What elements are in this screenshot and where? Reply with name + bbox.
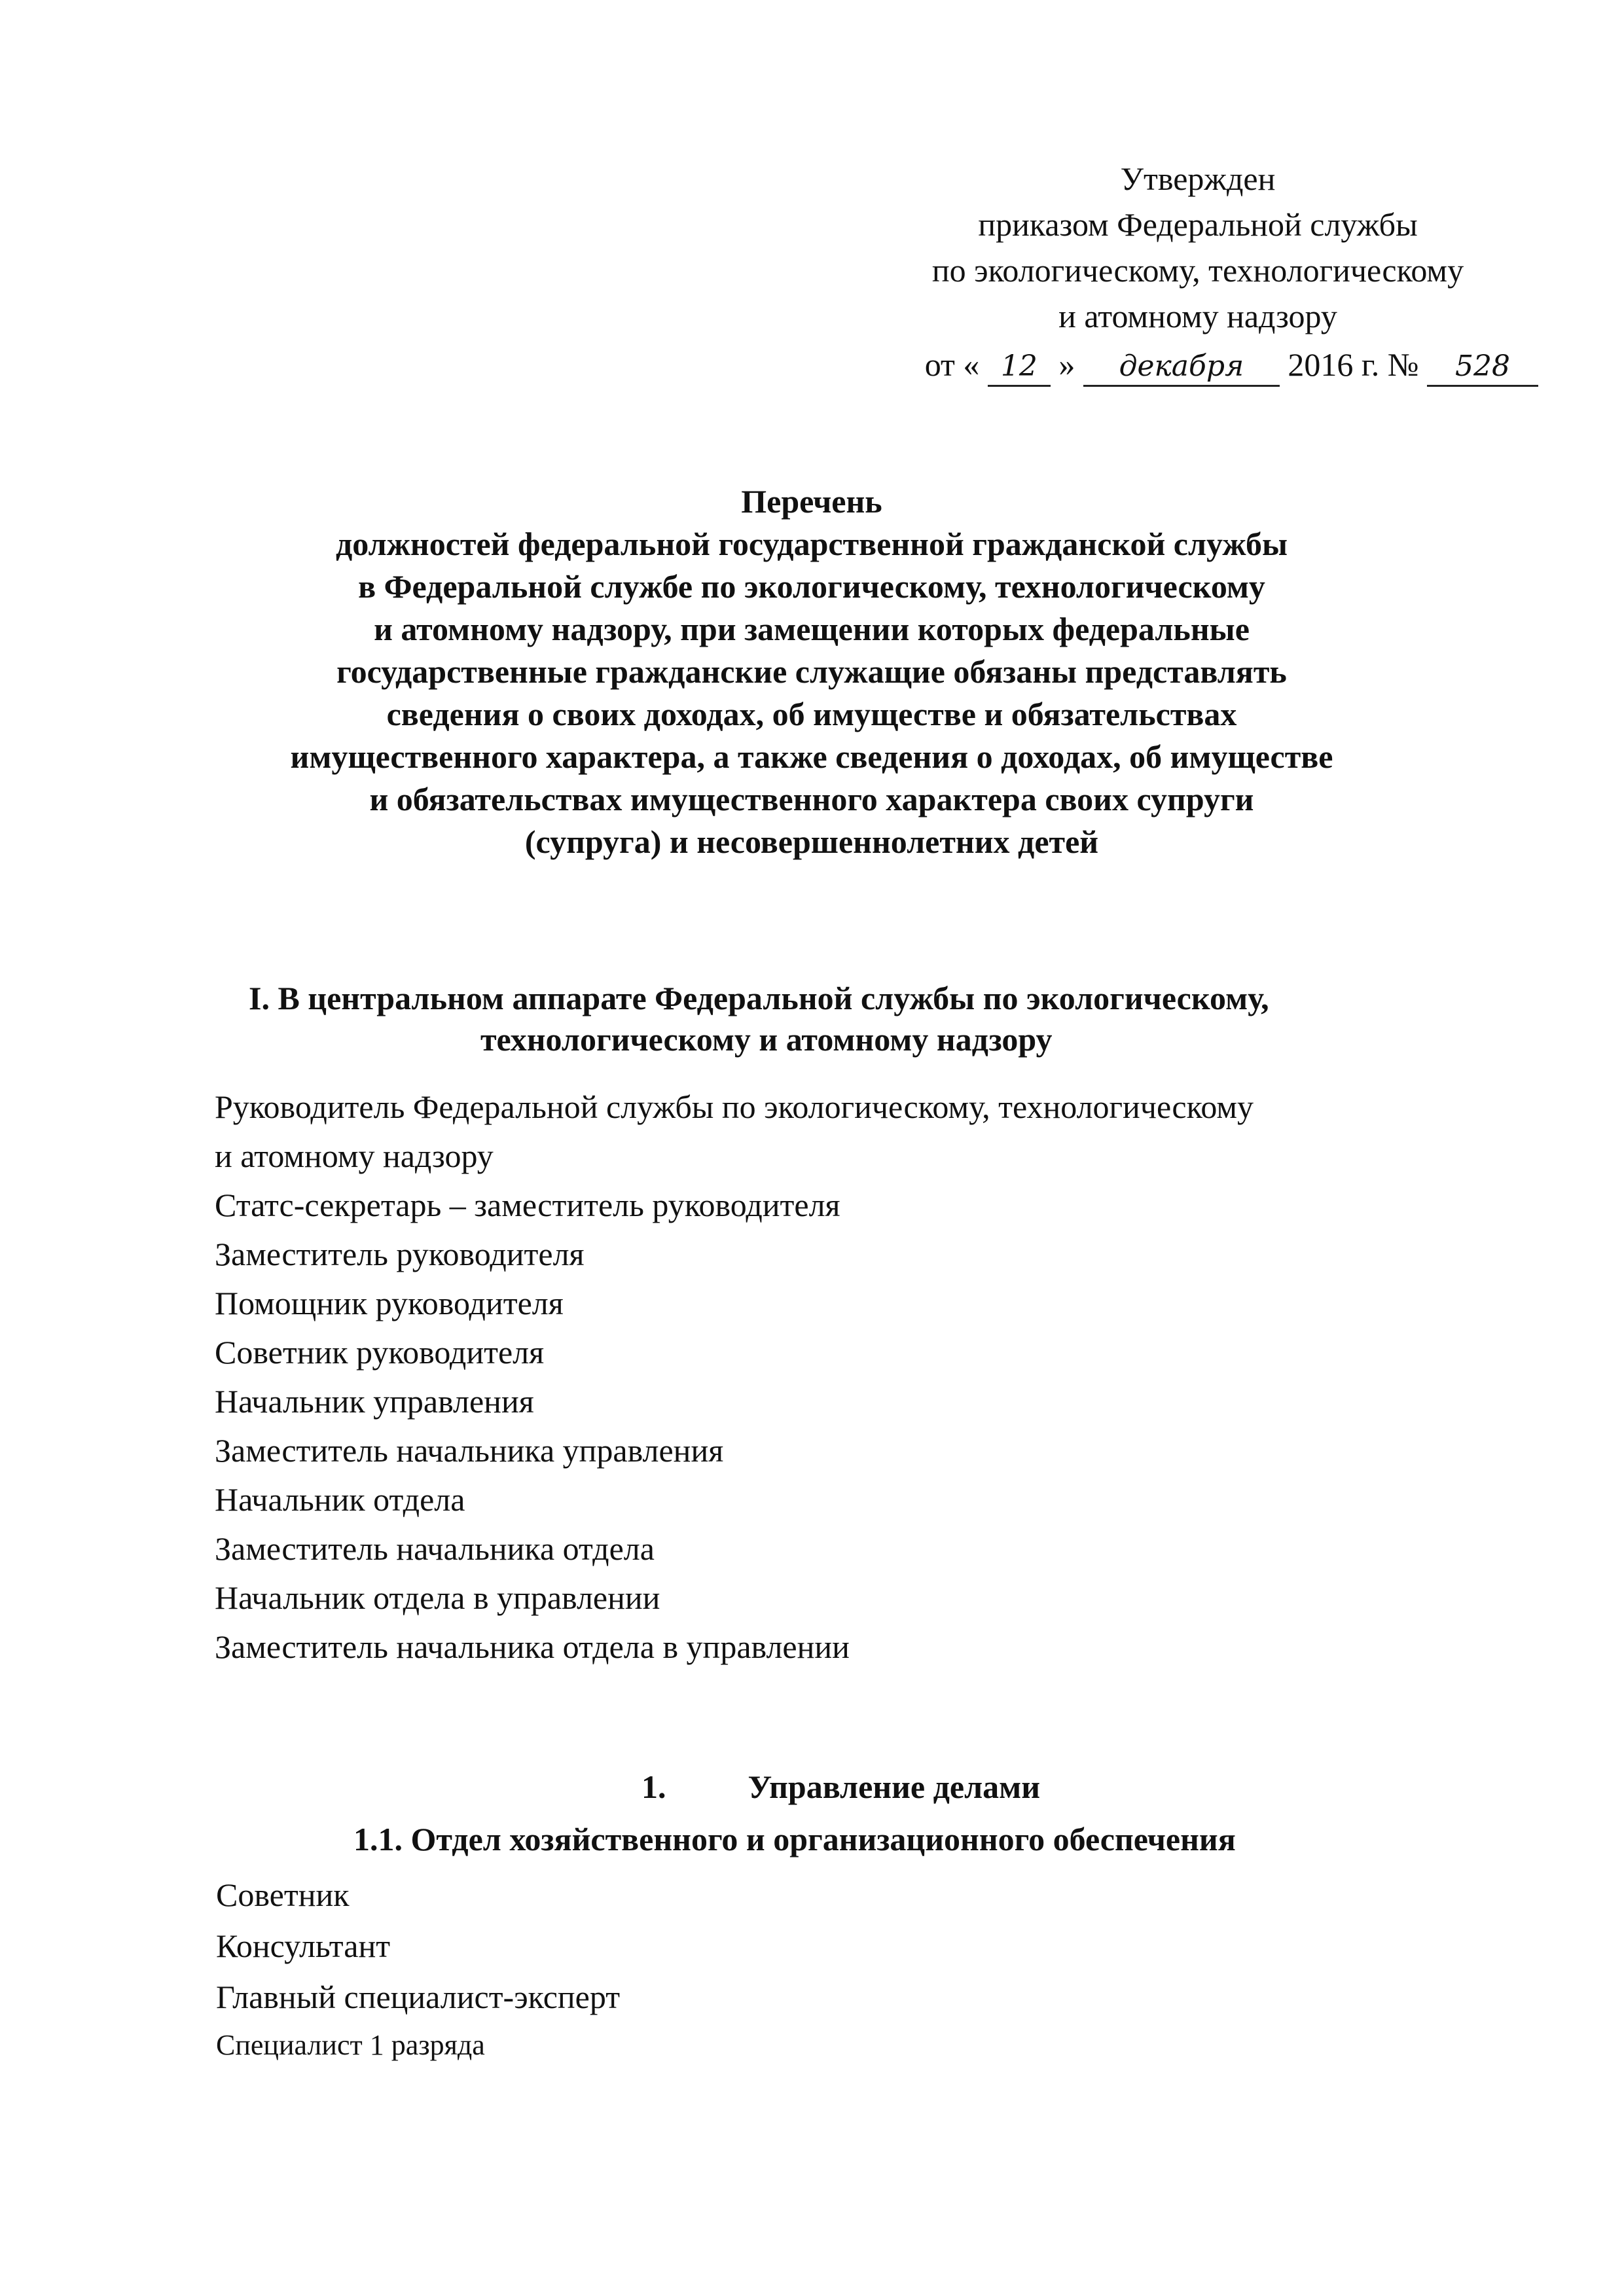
list-item: Начальник отдела в управлении [215, 1579, 660, 1616]
list-item: Руководитель Федеральной службы по экологическому, технологическому [215, 1088, 1254, 1125]
date-prefix: от « [924, 346, 980, 383]
section-1-heading [249, 978, 1479, 1060]
list-item: Советник руководителя [215, 1334, 545, 1371]
approval-line-4: и атомному надзору [1058, 298, 1337, 334]
subsection-number: 1. [641, 1768, 666, 1805]
approval-block [851, 156, 1545, 387]
approval-line-1: Утвержден [1120, 160, 1276, 197]
central-positions-list [215, 1083, 1458, 1672]
title-line: в Федеральной службе по экологическому, технологическому [358, 568, 1265, 605]
list-item: Заместитель начальника отдела в управлении [215, 1628, 850, 1665]
list-item: Советник [216, 1876, 350, 1913]
list-item: Статс-секретарь – заместитель руководителя [215, 1187, 840, 1223]
list-item: Помощник руководителя [215, 1285, 564, 1321]
list-item: и атомному надзору [215, 1138, 494, 1174]
handwritten-month: декабря [1083, 348, 1280, 387]
title-line: государственные гражданские служащие обязаны представлять [336, 653, 1287, 690]
approval-line-3: по экологическому, технологическому [931, 252, 1464, 289]
handwritten-number: 528 [1427, 348, 1538, 387]
number-label: № [1387, 346, 1419, 383]
title-heading: Перечень [741, 483, 882, 520]
list-item: Заместитель начальника управления [215, 1432, 724, 1469]
list-item: Заместитель начальника отдела [215, 1530, 655, 1567]
date-year: 2016 г. [1288, 346, 1380, 383]
title-line: (супруга) и несовершеннолетних детей [524, 823, 1099, 860]
title-line: сведения о своих доходах, об имуществе и обязательствах [386, 696, 1237, 732]
list-item: Специалист 1 разряда [216, 2029, 485, 2061]
document-title [196, 480, 1427, 863]
handwritten-day: 12 [988, 348, 1051, 387]
title-line: и обязательствах имущественного характера своих супруги [369, 781, 1254, 817]
approval-line-2: приказом Федеральной службы [978, 206, 1418, 243]
section-1-heading-line-1: I. В центральном аппарате Федеральной службы по экологическому, [249, 980, 1269, 1016]
subsection-heading [641, 1767, 1040, 1806]
title-line: должностей федеральной государственной гражданской службы [335, 526, 1288, 562]
list-item: Начальник управления [215, 1383, 534, 1420]
department-positions-list [216, 1869, 1001, 2068]
list-item: Консультант [216, 1928, 391, 1964]
title-line: и атомному надзору, при замещении которых федеральные [374, 611, 1250, 647]
approval-date-line [851, 342, 1545, 387]
date-mid: » [1058, 346, 1075, 383]
list-item: Главный специалист-эксперт [216, 1979, 621, 2015]
department-heading: 1.1. Отдел хозяйственного и организационного обеспечения [353, 1821, 1236, 1857]
subsection-title: Управление делами [748, 1768, 1041, 1805]
section-1-heading-line-2: технологическому и атомному надзору [480, 1021, 1053, 1058]
list-item: Заместитель руководителя [215, 1236, 585, 1272]
list-item: Начальник отдела [215, 1481, 465, 1518]
title-line: имущественного характера, а также сведения о доходах, об имуществе [290, 738, 1333, 775]
